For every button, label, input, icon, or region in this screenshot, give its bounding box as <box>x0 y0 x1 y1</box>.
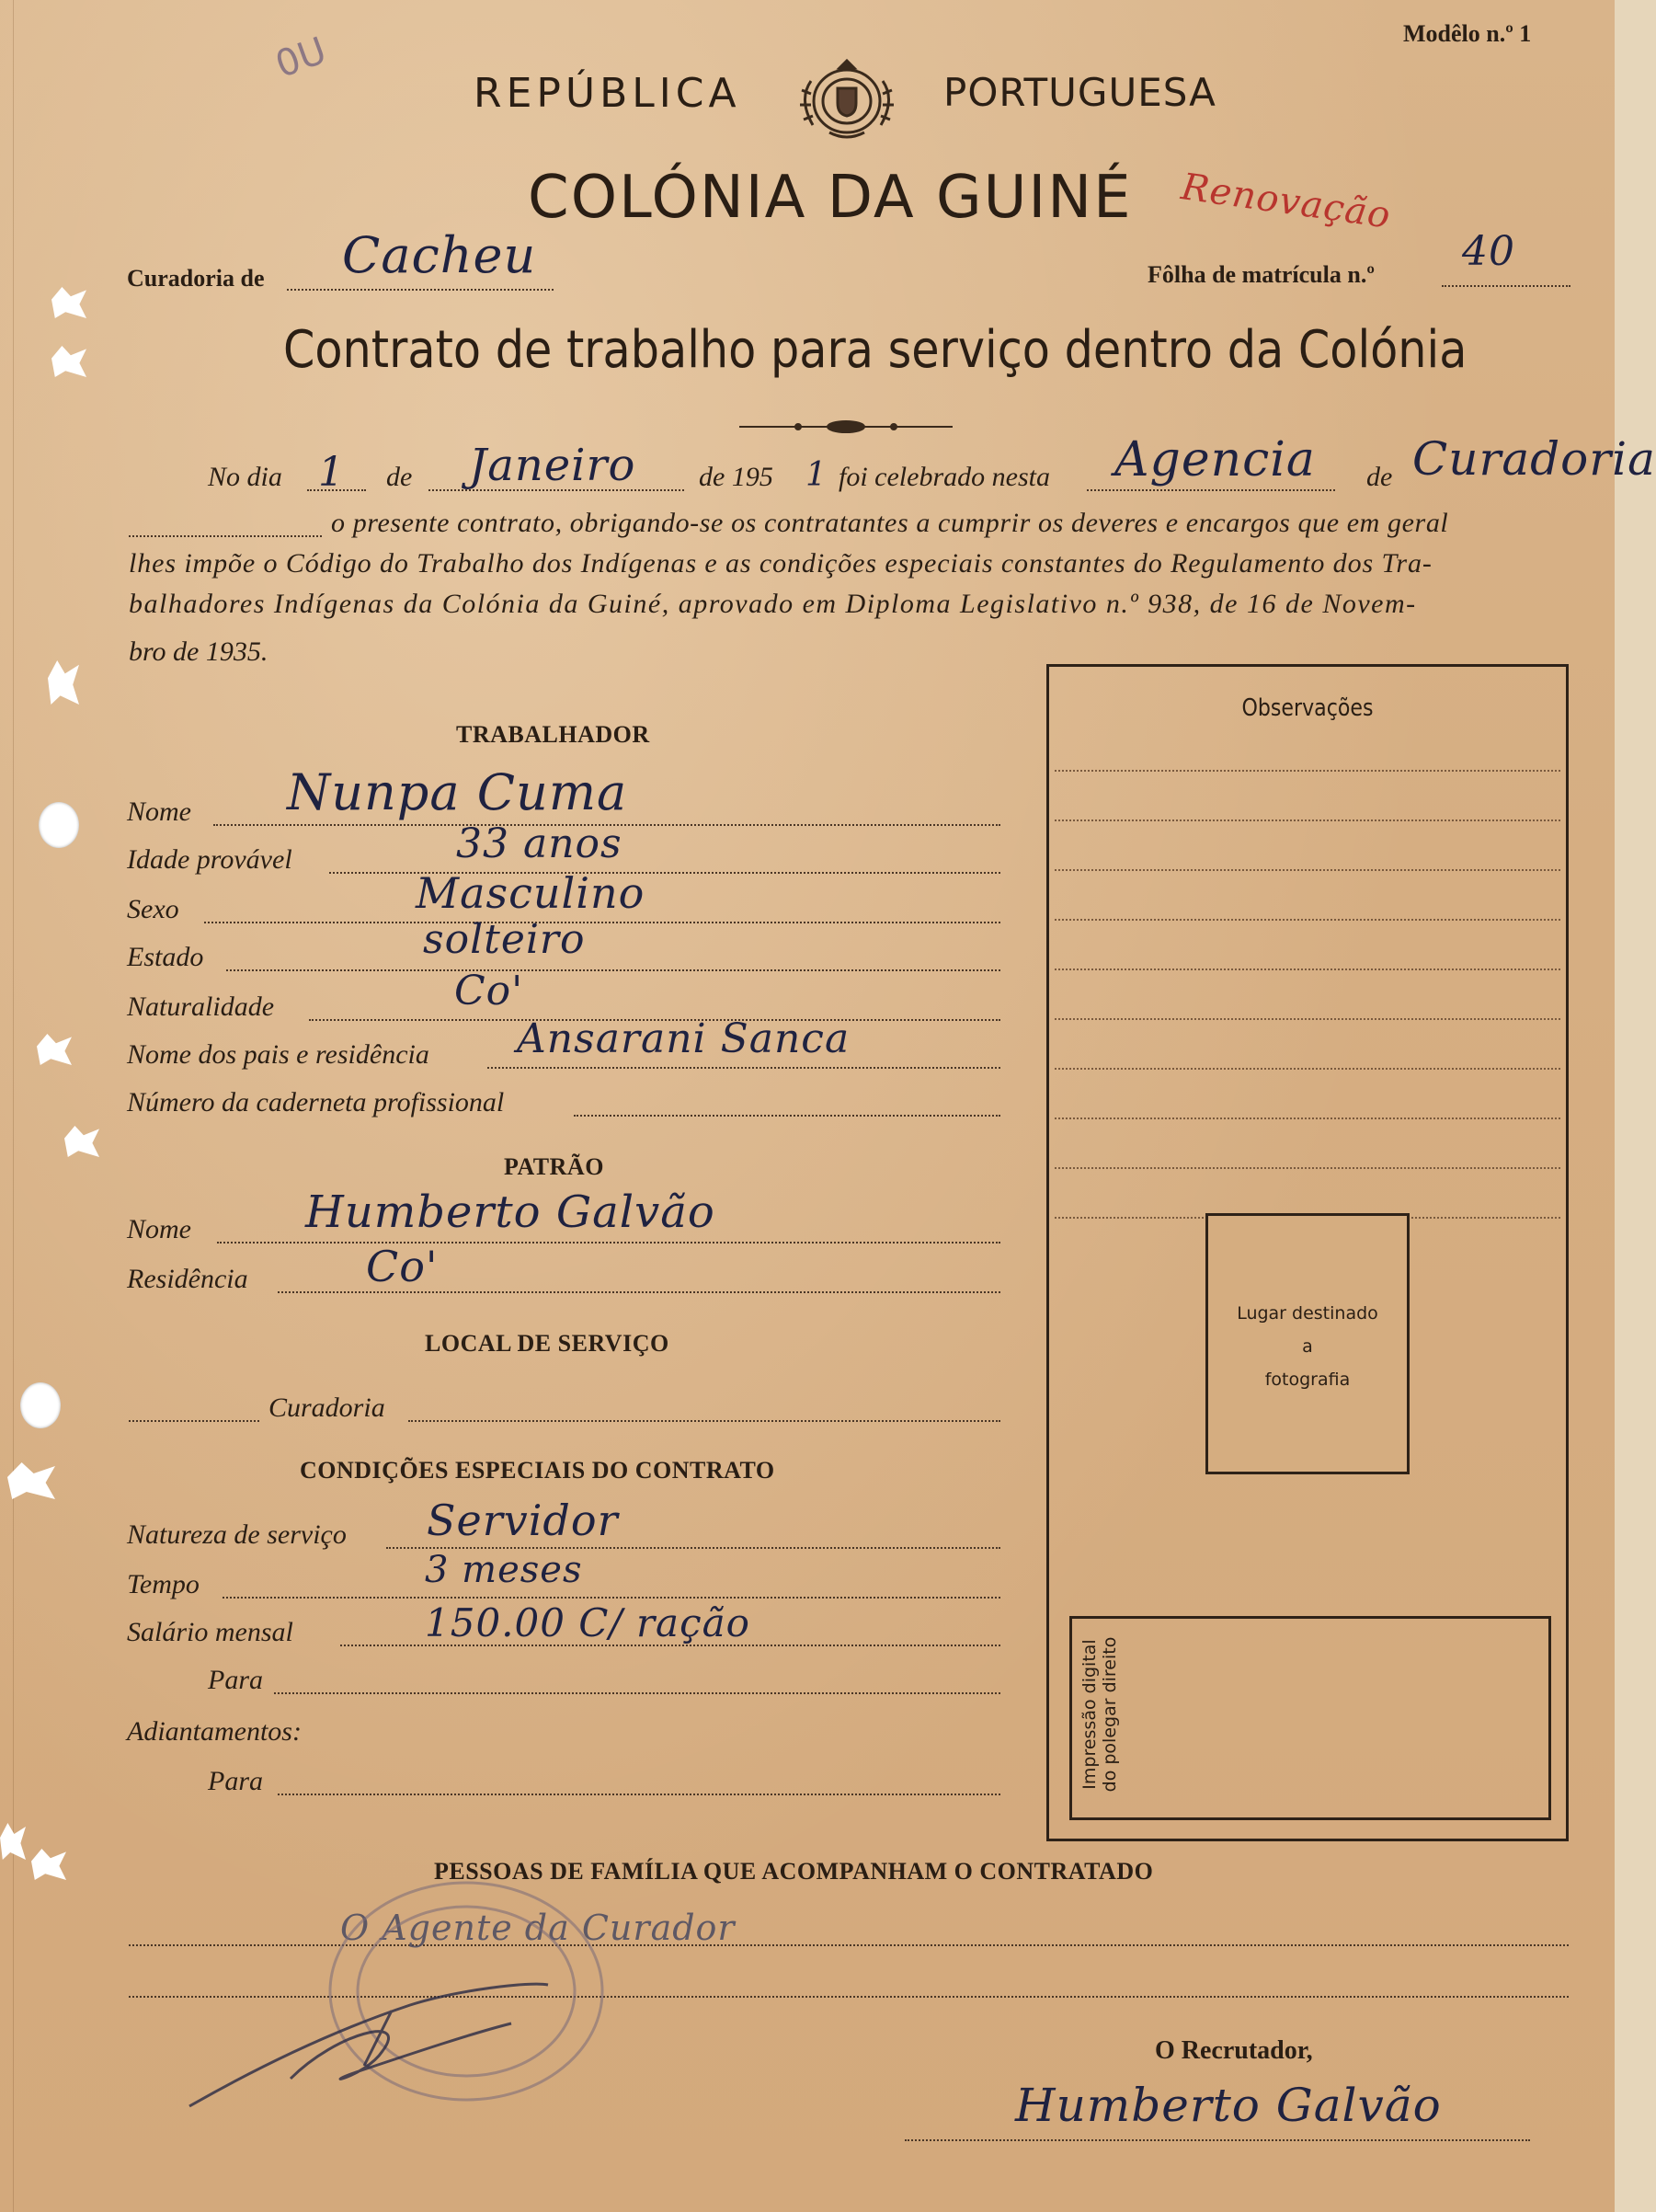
observation-line <box>1055 1117 1560 1119</box>
intro-foi: foi celebrado nesta <box>839 462 1050 492</box>
dotted-line <box>223 1597 1000 1599</box>
thumbprint-caption-line: Impressão digital <box>1079 1639 1100 1790</box>
worker-sex-label: Sexo <box>127 894 179 924</box>
dotted-line <box>487 1067 1000 1069</box>
family-heading: PESSOAS DE FAMÍLIA QUE ACOMPANHAM O CONTRATADO <box>434 1858 1154 1885</box>
local-curadoria-label: Curadoria <box>268 1393 385 1423</box>
employer-residence-value: Co' <box>366 1242 439 1291</box>
colonia-title: COLÓNIA DA GUINÉ <box>528 164 1133 232</box>
dotted-line <box>129 1420 259 1422</box>
salary-label: Salário mensal <box>127 1617 293 1647</box>
recruiter-label: O Recrutador, <box>1155 2036 1313 2065</box>
family-handwritten-note: O Agente da Curador <box>340 1908 736 1948</box>
observations-box <box>1046 664 1569 1841</box>
coat-of-arms-icon <box>793 53 901 142</box>
salary-value: 150.00 C/ ração <box>425 1600 750 1645</box>
dotted-line <box>278 1794 1000 1795</box>
intro-de-2: de <box>1366 462 1393 492</box>
ornament-divider <box>736 416 956 438</box>
punch-hole <box>20 1382 61 1428</box>
patrao-heading: PATRÃO <box>504 1153 604 1180</box>
observation-line <box>1055 968 1560 970</box>
curadoria-label: Curadoria de <box>127 265 265 292</box>
curadoria-value: Cacheu <box>342 226 537 284</box>
intro-de: de <box>386 462 413 492</box>
duration-value: 3 meses <box>425 1549 583 1591</box>
worker-parents-value: Ansarani Sanca <box>517 1015 851 1062</box>
advances-label: Adiantamentos: <box>127 1716 302 1747</box>
service-nature-label: Natureza de serviço <box>127 1519 347 1550</box>
folha-value: 40 <box>1462 228 1515 275</box>
dotted-line <box>278 1291 1000 1293</box>
worker-age-label: Idade provável <box>127 844 292 875</box>
dotted-line <box>574 1115 1000 1117</box>
dotted-line <box>204 922 1000 923</box>
photo-caption <box>1208 1297 1407 1396</box>
intro-day: 1 <box>318 449 345 496</box>
trabalhador-heading: TRABALHADOR <box>456 721 650 748</box>
worker-booklet-label: Número da caderneta profissional <box>127 1087 505 1117</box>
observation-line <box>1055 1068 1560 1070</box>
recruiter-signature: Humberto Galvão <box>1015 2079 1442 2132</box>
intro-year-suffix: 1 <box>805 456 828 494</box>
intro-month: Janeiro <box>469 440 636 491</box>
worker-birthplace-value: Co' <box>454 968 524 1014</box>
intro-line-2: o presente contrato, obrigando-se os contratantes a cumprir os deveres e encargos que em geral <box>331 508 1449 538</box>
intro-line-4: balhadores Indígenas da Colónia da Guiné, aprovado em Diploma Legislativo n.º 938, de 16 de Novem- <box>129 589 1417 619</box>
republica-text: REPÚBLICA <box>474 70 741 117</box>
photo-placeholder <box>1205 1213 1410 1474</box>
observation-line <box>1055 770 1560 772</box>
photo-caption-line: a <box>1302 1336 1313 1357</box>
dotted-line <box>1087 489 1335 491</box>
thumbprint-caption <box>1079 1622 1120 1806</box>
model-number: Modêlo n.º 1 <box>1403 20 1532 47</box>
worker-sex-value: Masculino <box>416 868 645 918</box>
employer-name-value: Humberto Galvão <box>305 1186 715 1238</box>
duration-label: Tempo <box>127 1569 200 1599</box>
service-nature-value: Servidor <box>427 1496 619 1545</box>
dotted-line <box>217 1242 1000 1244</box>
observation-line <box>1055 819 1560 821</box>
renovacao-note: Renovação <box>1178 166 1394 237</box>
employer-residence-label: Residência <box>127 1264 248 1294</box>
observation-line <box>1055 919 1560 921</box>
intro-line-5: bro de 1935. <box>129 636 268 667</box>
worker-status-label: Estado <box>127 942 204 972</box>
observations-title: Observações <box>1241 694 1374 722</box>
intro-no-dia: No dia <box>208 462 282 492</box>
folha-label: Fôlha de matrícula n.º <box>1148 261 1375 288</box>
dotted-line <box>226 969 1000 971</box>
worker-name-label: Nome <box>127 797 191 827</box>
thumbprint-box <box>1069 1616 1551 1820</box>
dotted-line <box>274 1692 1000 1694</box>
worker-age-value: 33 anos <box>456 820 622 867</box>
dotted-line <box>408 1420 1000 1422</box>
photo-caption-line: Lugar destinado <box>1237 1303 1378 1324</box>
intro-line-3: lhes impõe o Código do Trabalho dos Indígenas e as condições especiais constantes do Regulamento dos Tra- <box>129 548 1433 579</box>
dotted-line <box>129 535 322 537</box>
para-label-1: Para <box>208 1665 263 1695</box>
portuguesa-text: PORTUGUESA <box>943 70 1216 115</box>
dotted-line <box>287 289 554 291</box>
dotted-line <box>1442 285 1570 287</box>
conditions-heading: CONDIÇÕES ESPECIAIS DO CONTRATO <box>300 1457 775 1484</box>
stamp-mark: 0U <box>269 29 332 86</box>
punch-hole <box>39 802 79 848</box>
intro-place-2: Curadoria <box>1412 432 1656 486</box>
worker-status-value: solteiro <box>423 916 586 963</box>
observation-line <box>1055 869 1560 871</box>
intro-year-prefix: de 195 <box>699 462 773 492</box>
para-label-2: Para <box>208 1766 263 1796</box>
dotted-line <box>905 2139 1530 2141</box>
photo-caption-line: fotografia <box>1264 1370 1351 1390</box>
observation-line <box>1055 1167 1560 1169</box>
worker-birthplace-label: Naturalidade <box>127 991 275 1022</box>
worker-parents-label: Nome dos pais e residência <box>127 1039 429 1070</box>
worker-name-value: Nunpa Cuma <box>287 763 628 821</box>
stamp-signature-icon <box>180 1977 566 2115</box>
thumbprint-caption-line: do polegar direito <box>1100 1636 1120 1793</box>
intro-place: Agencia <box>1114 432 1316 487</box>
local-heading: LOCAL DE SERVIÇO <box>425 1330 669 1357</box>
contract-title: Contrato de trabalho para serviço dentro da Colónia <box>283 320 1468 380</box>
observation-line <box>1055 1018 1560 1020</box>
employer-name-label: Nome <box>127 1214 191 1244</box>
